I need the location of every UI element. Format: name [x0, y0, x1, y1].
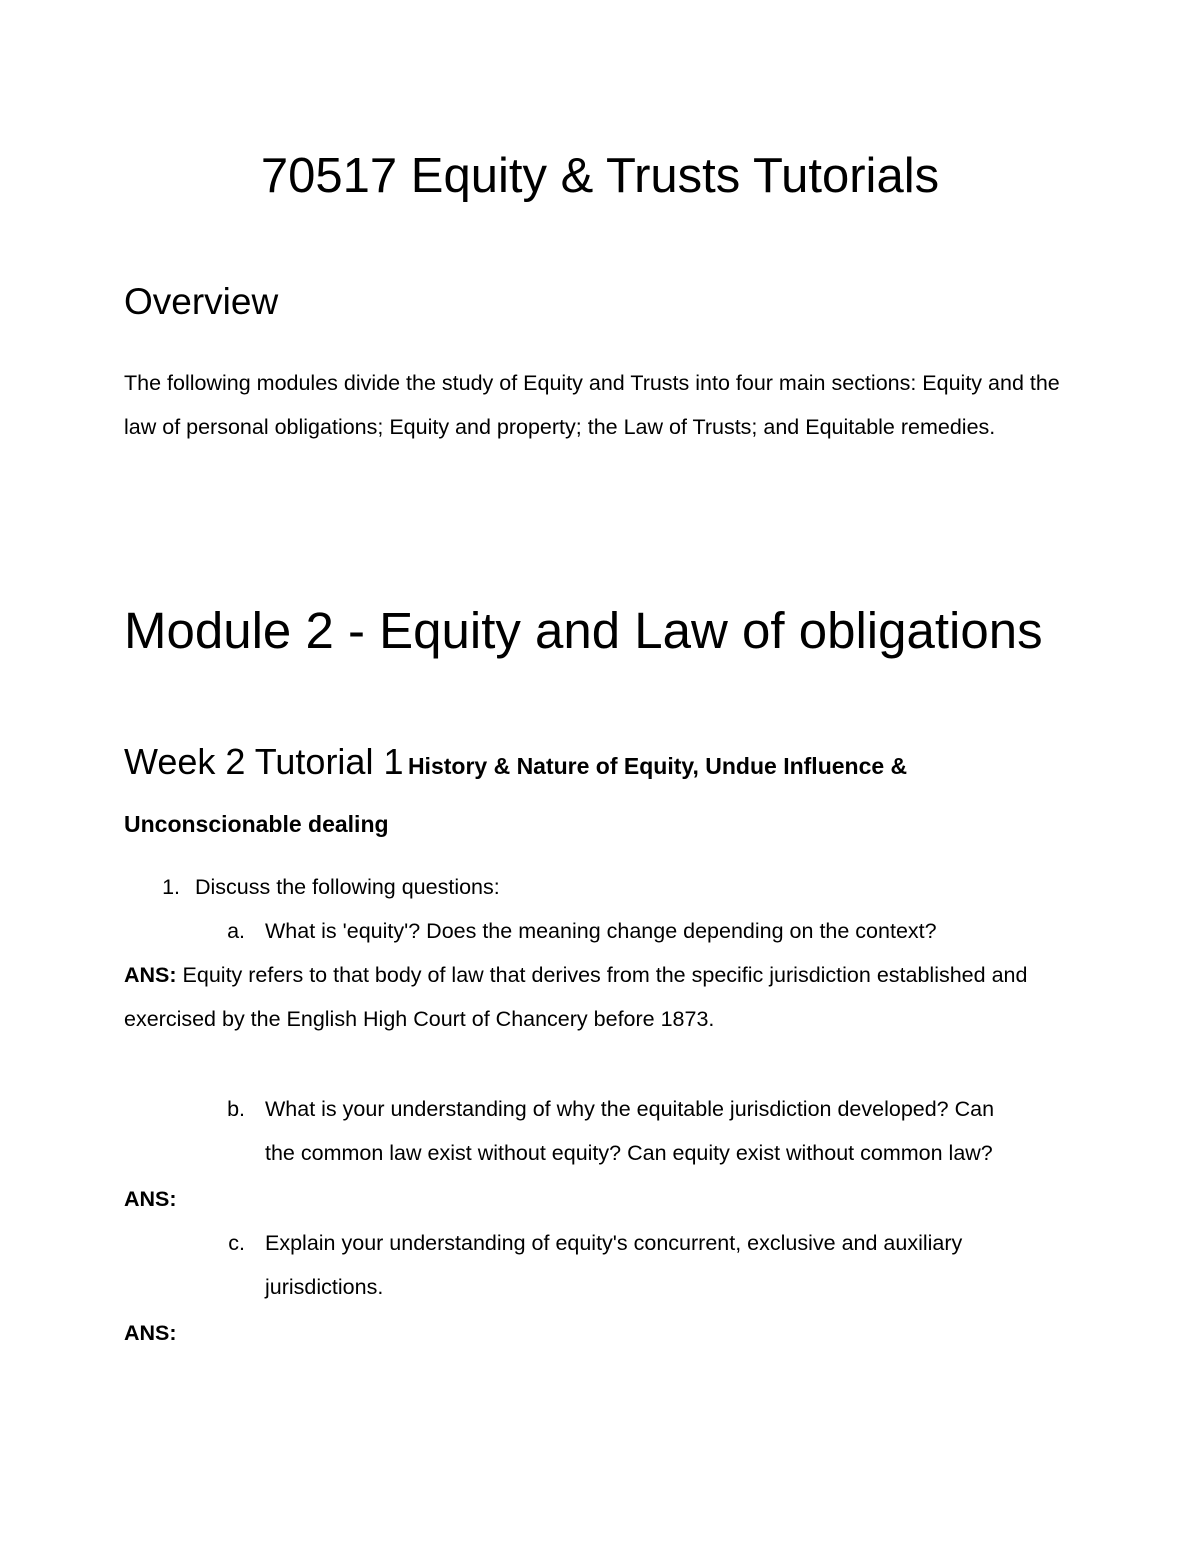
answer-b-label: ANS:: [124, 1187, 177, 1211]
answer-c: [124, 1311, 1084, 1355]
week-label: Week 2 Tutorial 1: [124, 741, 404, 782]
document-title: 70517 Equity & Trusts Tutorials: [260, 149, 940, 203]
question-a-marker: a.: [227, 919, 245, 943]
question-1: [0, 865, 1200, 909]
question-1-marker: 1.: [162, 875, 180, 899]
question-b-text-line2: the common law exist without equity? Can equity exist without common law?: [265, 1141, 993, 1165]
answer-c-label: ANS:: [124, 1321, 177, 1345]
week-heading-line: [124, 737, 1084, 799]
question-b-text-line1: What is your understanding of why the equitable jurisdiction developed? Can: [265, 1097, 995, 1121]
question-1-text: Discuss the following questions:: [195, 875, 500, 899]
question-b-marker: b.: [227, 1097, 245, 1121]
overview-paragraph: The following modules divide the study of Equity and Trusts into four main sections: Equity and the law of personal obligations; Equity and property; the Law of Trusts; and Equitable remedies.: [124, 371, 1060, 439]
week-topic-line1: History & Nature of Equity, Undue Influence &: [407, 753, 908, 779]
week-topic-line2: Unconscionable dealing: [124, 811, 389, 837]
question-c: [0, 1221, 1200, 1309]
question-b: [0, 1087, 1200, 1175]
week-topic: [408, 753, 907, 779]
answer-a-label: ANS:: [124, 963, 177, 987]
module-heading: Module 2 - Equity and Law of obligations: [124, 602, 1043, 659]
answer-a-text: Equity refers to that body of law that derives from the specific jurisdiction established and exercised by the English High Court of Chancery before 1873.: [124, 963, 1028, 1031]
question-a-text: What is 'equity'? Does the meaning change depending on the context?: [265, 919, 937, 943]
question-c-marker: c.: [228, 1231, 245, 1255]
overview-heading: Overview: [124, 281, 279, 322]
week-heading: [124, 737, 1084, 849]
answer-b: [124, 1177, 1084, 1221]
question-c-text-line2: jurisdictions.: [265, 1275, 384, 1299]
question-c-text-line1: Explain your understanding of equity's concurrent, exclusive and auxiliary: [265, 1231, 963, 1255]
answer-a: [124, 953, 1084, 1041]
question-a: [0, 909, 1200, 953]
